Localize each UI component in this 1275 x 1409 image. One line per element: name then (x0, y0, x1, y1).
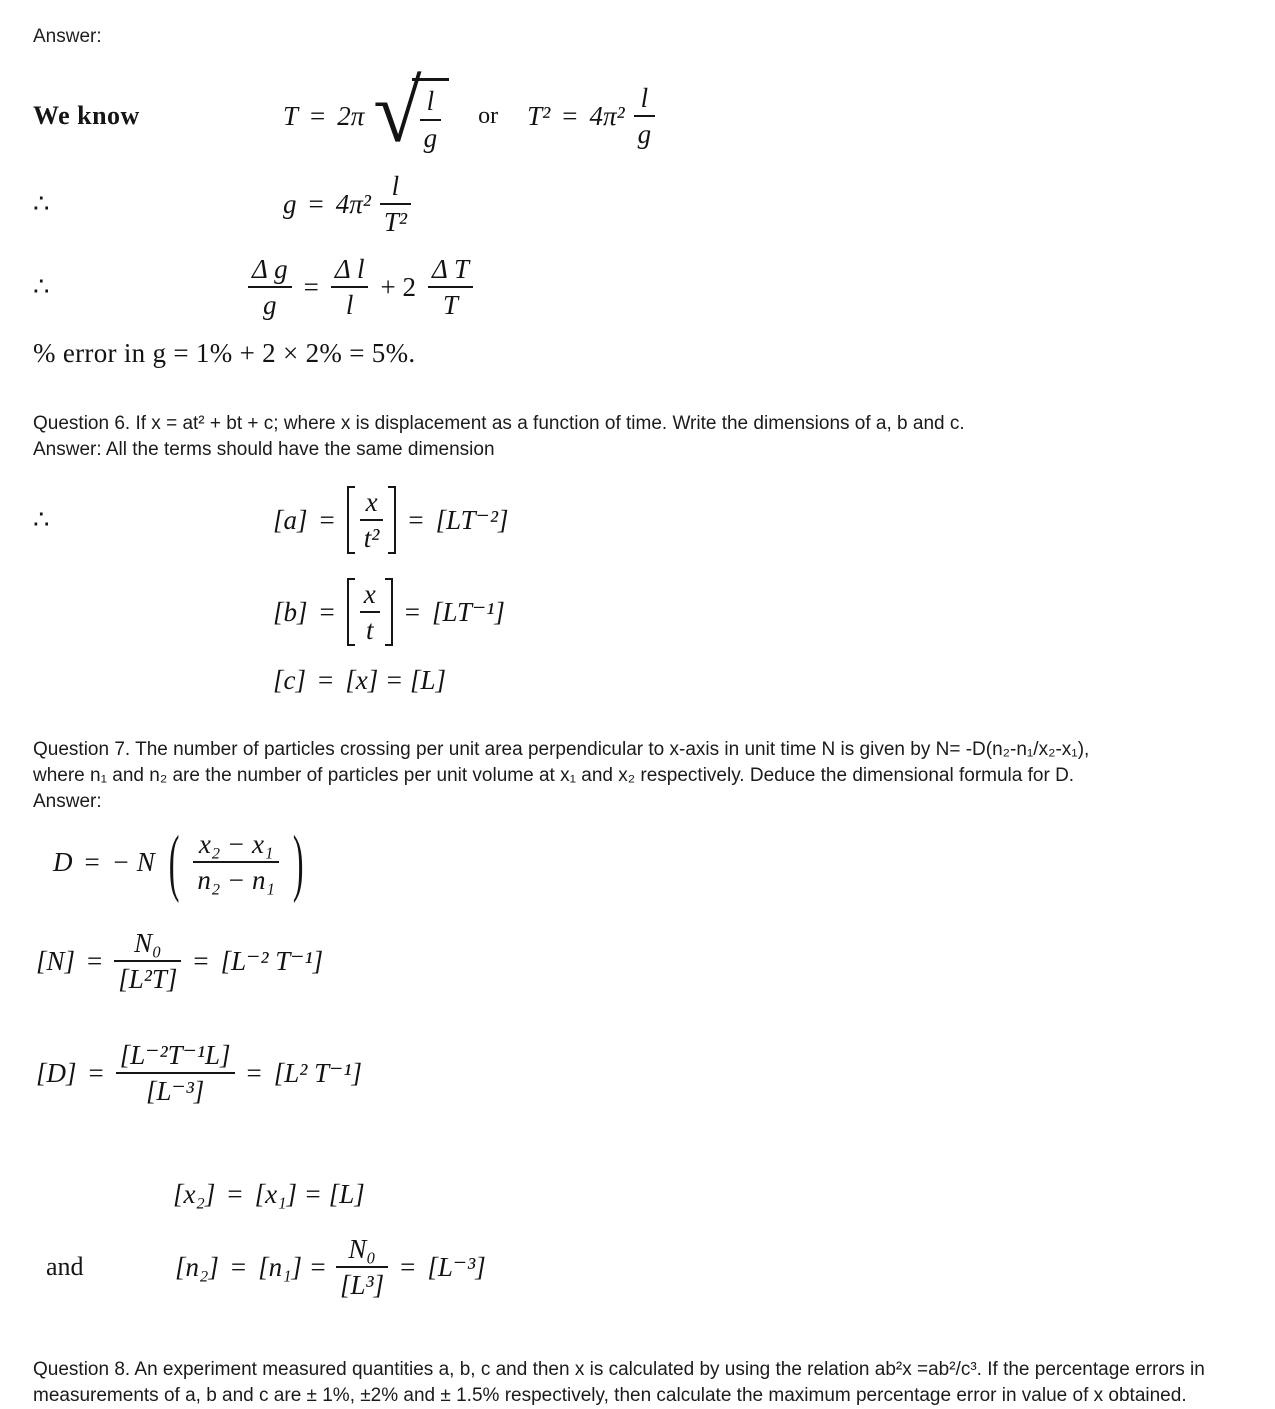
right-bracket (385, 578, 393, 646)
math-x1-equals-L: [x₁] = [L] (254, 1178, 365, 1209)
fraction-dg-over-g (248, 253, 292, 321)
equals-sign: = (84, 846, 100, 877)
fraction-dT-over-T (428, 253, 473, 321)
q5-row-error (33, 250, 1242, 324)
fraction-N0-over-L3 (336, 1233, 388, 1301)
math-4pi-squared: 4π² (335, 188, 371, 219)
math-L-minus3: [L⁻³] (427, 1251, 486, 1282)
fraction-numerator: x₂ − x₁ (198, 828, 274, 859)
or-word: or (478, 102, 499, 129)
fraction-denominator: T² (383, 207, 407, 237)
q7-row-D (53, 819, 1242, 905)
fraction-dl-over-l (331, 253, 369, 321)
equation-dim-N (36, 927, 323, 995)
fraction-bar (331, 286, 369, 288)
question-8-block (33, 1357, 1242, 1409)
math-bracket-x2: [x₂] (173, 1178, 216, 1209)
fraction-numerator: Δ g (252, 253, 288, 284)
we-know-label: We know (33, 101, 140, 130)
fraction-bar (360, 519, 384, 521)
math-bracket-D: [D] (36, 1057, 77, 1088)
fraction-denominator: t² (363, 523, 380, 553)
fraction-denominator: n₂ − n₁ (197, 865, 275, 895)
math-T-squared: T² (527, 100, 551, 131)
question-7-line1: Question 7. The number of particles crossing per unit area perpendicular to x-axis in unit time N is given by N= -D(n₂-n₁/x₂-x₁), (33, 739, 1090, 760)
therefore-symbol: ∴ (33, 505, 50, 534)
fraction-l-over-g (634, 82, 656, 150)
fraction-denominator: T (443, 290, 459, 320)
fraction-x-over-t2 (360, 486, 384, 554)
math-L-minus2-T-minus1: [L⁻² T⁻¹] (220, 945, 324, 976)
fraction-numerator: [L⁻²T⁻¹L] (119, 1039, 231, 1070)
math-bracket-c: [c] (273, 664, 306, 695)
math-L2-T-minus1: [L² T⁻¹] (273, 1057, 362, 1088)
question-6-answer: Answer: All the terms should have the same dimension (33, 439, 495, 460)
math-bracket-N: [N] (36, 945, 76, 976)
plus-two-operator: + 2 (380, 271, 416, 302)
fraction-bar (114, 960, 181, 962)
math-LT-minus1: [LT⁻¹] (431, 596, 505, 627)
fraction-numerator: Δ l (334, 253, 365, 284)
equals-sign: = (303, 271, 319, 302)
q7-row-D-dim (36, 1017, 1242, 1129)
equation-dim-n (175, 1233, 486, 1301)
fraction-bar (420, 119, 442, 121)
fraction-x2x1-over-n2n1 (193, 828, 279, 896)
fraction-denominator: g (637, 119, 652, 149)
fraction-l-over-T2 (380, 170, 411, 238)
equals-sign: = (404, 596, 420, 627)
q7-row-n (46, 1221, 1242, 1313)
q5-row-period (33, 64, 1242, 162)
fraction-bar (380, 203, 411, 205)
equation-dim-x (173, 1179, 365, 1210)
therefore-symbol: ∴ (33, 272, 50, 301)
equation-dim-a (273, 486, 508, 554)
math-D: D (53, 846, 73, 877)
question-7-line2: where n₁ and n₂ are the number of particles per unit volume at x₁ and x₂ respectively. Deduce the dimensional formula for D. (33, 765, 1075, 786)
fraction-bar (360, 611, 380, 613)
equals-sign: = (227, 1178, 243, 1209)
q6-row-c (273, 661, 1242, 699)
fraction-numerator: l (426, 86, 435, 117)
right-paren: ) (292, 818, 304, 904)
fraction-N0-over-L2T (114, 927, 181, 995)
equation-relative-error (248, 253, 473, 321)
fraction-numerator: Δ T (431, 253, 470, 284)
fraction-numerator: x (365, 486, 378, 517)
fraction-denominator: g (423, 122, 438, 153)
question-6-block (33, 411, 1242, 463)
q6-row-b (273, 571, 1242, 653)
fraction-denominator: [L²T] (118, 964, 178, 994)
fraction-bar (336, 1266, 388, 1268)
equals-sign: = (310, 100, 326, 131)
fraction-denominator: t (365, 615, 374, 645)
fraction-bar (116, 1072, 235, 1074)
equation-g (283, 170, 411, 238)
math-g: g (283, 188, 297, 219)
fraction-numerator: N₀ (348, 1233, 376, 1264)
math-bracket-b: [b] (273, 596, 308, 627)
square-root (373, 64, 449, 161)
fraction-denominator: g (263, 290, 277, 320)
equals-sign: = (319, 596, 335, 627)
fraction-bar (428, 286, 473, 288)
fraction-denominator: [L⁻³] (145, 1076, 205, 1106)
radical-sign: √ (373, 64, 422, 161)
math-minus-N: − N (111, 846, 155, 877)
math-LT-minus2: [LT⁻²] (435, 504, 509, 535)
fraction-denominator: [L³] (340, 1270, 385, 1300)
question-6-text: Question 6. If x = at² + bt + c; where x is displacement as a function of time. Write the dimensions of a, b and c. (33, 413, 965, 434)
percent-error-line: % error in g = 1% + 2 × 2% = 5%. (33, 338, 416, 368)
equals-sign: = (87, 945, 103, 976)
math-n1-equals: [n₁] = (258, 1251, 328, 1282)
math-2pi: 2π (337, 100, 365, 131)
math-bracket-n2: [n₂] (175, 1251, 219, 1282)
fraction-bar (193, 861, 279, 863)
equals-sign: = (562, 100, 578, 131)
math-bracket-a: [a] (273, 504, 308, 535)
therefore-symbol: ∴ (33, 189, 50, 218)
left-paren: ( (168, 818, 180, 904)
math-4pi-squared: 4π² (589, 100, 625, 131)
bracketed-fraction (347, 578, 393, 646)
equation-D-definition (53, 818, 309, 904)
fraction-numerator: l (640, 82, 649, 113)
equals-sign: = (230, 1251, 247, 1282)
fraction-numerator: l (391, 170, 400, 201)
right-bracket (388, 486, 396, 554)
fraction-x-over-t (360, 578, 380, 646)
question-7-answer-label: Answer: (33, 791, 102, 812)
and-label: and (46, 1252, 84, 1281)
math-x-equals-L: [x] = [L] (345, 664, 446, 695)
fraction-numerator: N₀ (134, 927, 162, 958)
left-bracket (347, 486, 355, 554)
equals-sign: = (408, 504, 424, 535)
left-bracket (347, 578, 355, 646)
equals-sign: = (88, 1057, 104, 1088)
equals-sign: = (246, 1057, 262, 1088)
equation-dim-D (36, 1039, 362, 1107)
equation-dim-c (273, 665, 446, 696)
question-7-block (33, 737, 1242, 815)
q7-row-x (173, 1175, 1242, 1213)
fraction-bar (248, 286, 292, 288)
question-8-text: Question 8. An experiment measured quantities a, b, c and then x is calculated by using the relation ab²x =ab²/c³. If the percentage errors in measurements of a, b and c are ± 1%, ±2% and ± 1.5% respectively, then calculate the maximum percentage error in value of x obtained. (33, 1359, 1205, 1406)
equals-sign: = (193, 945, 209, 976)
q5-answer-label: Answer: (33, 26, 102, 47)
equation-dim-b (273, 578, 505, 646)
math-T: T (283, 100, 299, 131)
equals-sign: = (308, 188, 324, 219)
equals-sign: = (318, 664, 334, 695)
equals-sign: = (319, 504, 335, 535)
fraction-bar (634, 115, 656, 117)
bracketed-fraction (347, 486, 397, 554)
q7-row-N (36, 917, 1242, 1005)
equals-sign: = (400, 1251, 416, 1282)
equation-pendulum-period (283, 64, 655, 161)
q5-row-g (33, 168, 1242, 240)
fraction-denominator: l (345, 290, 354, 320)
fraction-l-over-g (420, 85, 442, 153)
fraction-numerator: x (363, 578, 376, 609)
q6-row-a (33, 479, 1242, 561)
fraction-dims (116, 1039, 235, 1107)
